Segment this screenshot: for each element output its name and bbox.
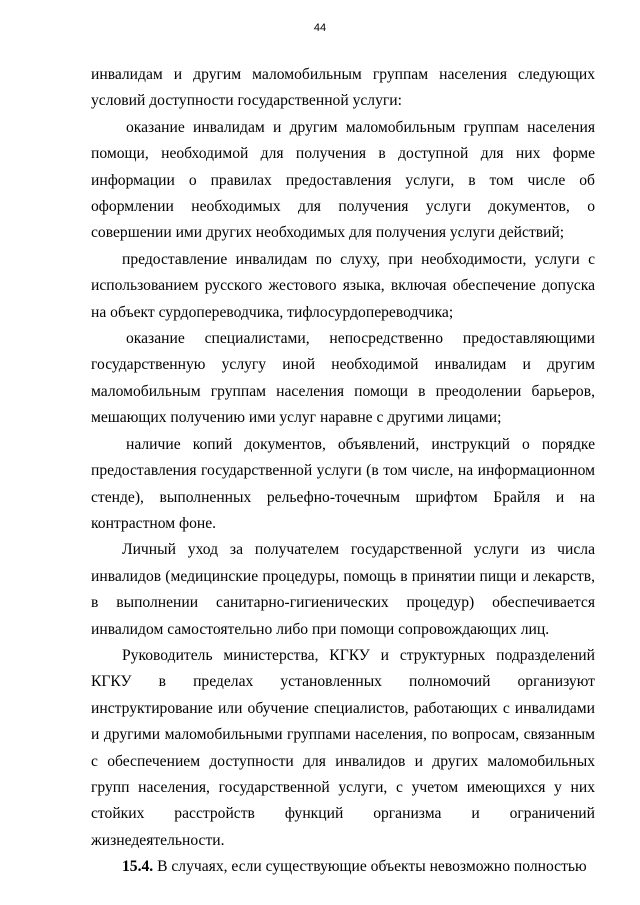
paragraph-training: Руководитель министерства, КГКУ и структурных подразделений КГКУ в пределах установленных полномочий организуют инструктирование или обучение специалистов, работающих с инвалидами и другими маломобильными группами населения, по вопросам, связанным с обеспечением доступности для инвалидов и других маломобильных групп населения, государственной услуги, с учетом имеющихся у них стойких расстройств функций организма и ограничений жизнедеятельности. xyxy=(91,646,595,849)
document-body xyxy=(91,62,595,881)
paragraph-sign-language: предоставление инвалидам по слуху, при необходимости, услуги с использованием русского жестового языка, включая обеспечение допуска на объект сурдопереводчика, тифлосурдопереводчика; xyxy=(91,250,595,321)
paragraph-personal-care: Личный уход за получателем государственной услуги из числа инвалидов (медицинские процедуры, помощь в принятии пищи и лекарств, в выполнении санитарно-гигиенических процедур) обеспечивается инвалидом самостоятельно либо при помощи сопровождающих лиц. xyxy=(91,541,595,638)
paragraph-continuation: инвалидам и другим маломобильным группам населения следующих условий доступности государственной услуги: xyxy=(91,66,595,110)
section-number: 15.4. xyxy=(122,858,154,876)
paragraph-assistance: оказание инвалидам и другим маломобильным группам населения помощи, необходимой для получения в доступной для них форме информации о правилах предоставления услуги, в том числе об оформлении необходимых для получения услуги документов, о совершении ими других необходимых для получения услуги действий; xyxy=(91,118,595,242)
section-text: В случаях, если существующие объекты невозможно полностью xyxy=(153,858,587,876)
paragraph-section-15-4 xyxy=(91,854,595,880)
paragraph-braille: наличие копий документов, объявлений, инструкций о порядке предоставления государственной услуги (в том числе, на информационном стенде), выполненных рельефно-точечным шрифтом Брайля и на контрастном фоне. xyxy=(91,435,595,532)
paragraph-specialists: оказание специалистами, непосредственно предоставляющими государственную услугу иной необходимой инвалидам и другим маломобильным группам населения помощи в преодолении барьеров, мешающих получению ими услуг наравне с другими лицами; xyxy=(91,330,595,427)
page-number: 44 xyxy=(313,22,327,34)
